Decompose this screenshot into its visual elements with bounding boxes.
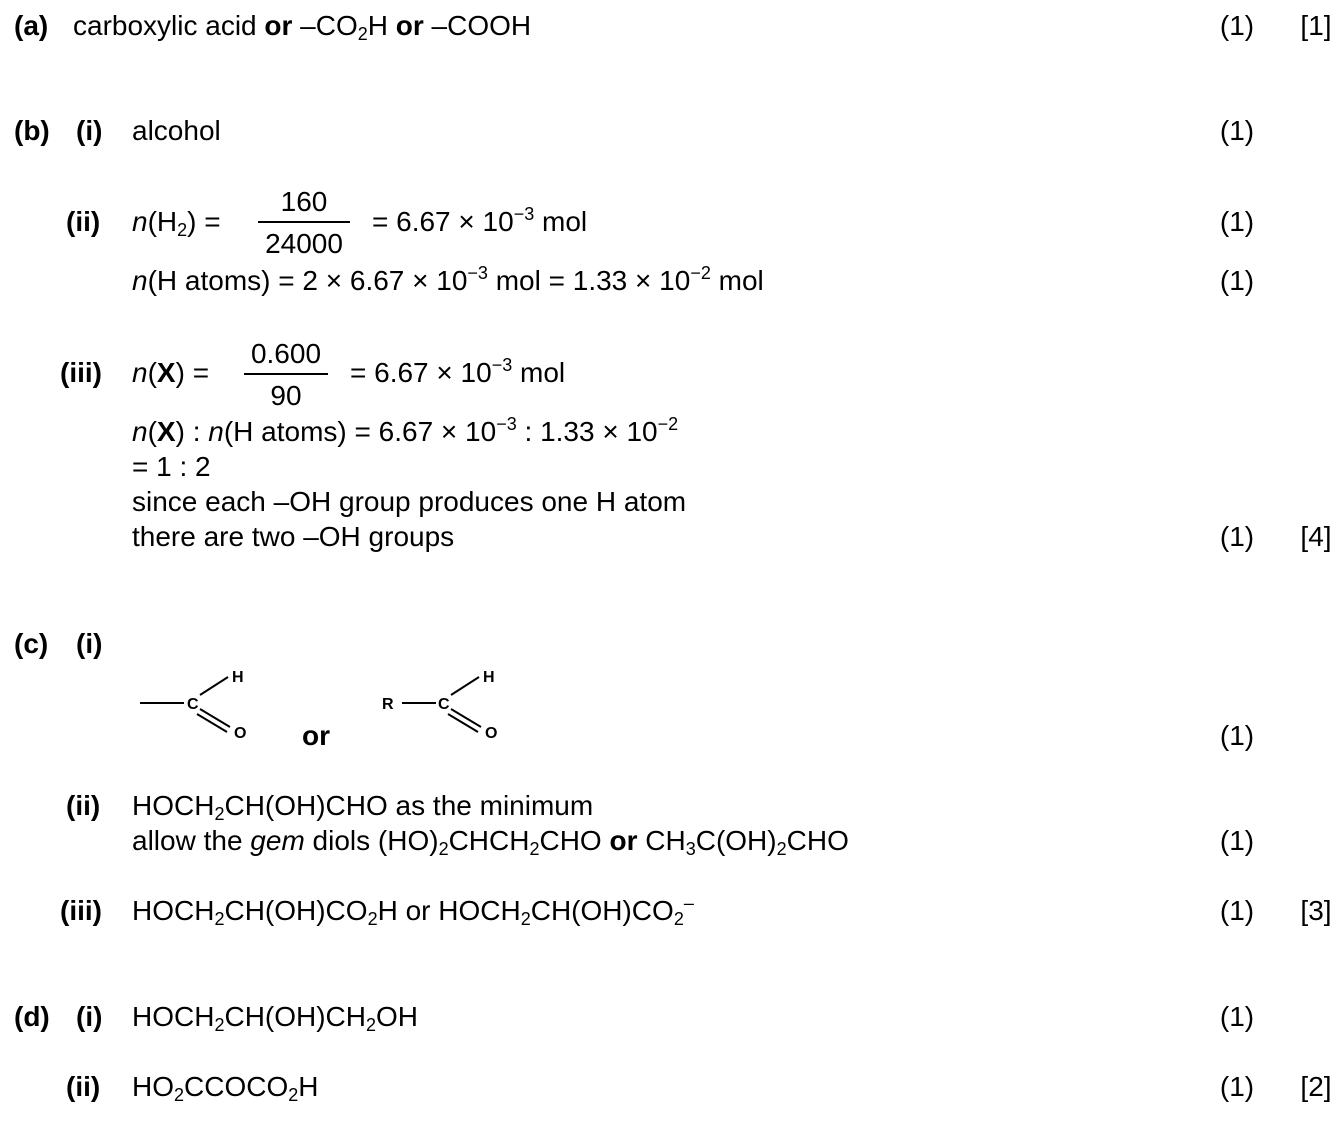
part-d-ii-label: (ii) [66,1071,101,1102]
part-d-i-label: (i) [76,1001,103,1032]
part-c-iii-answer: $HOCH_2CH(OH)CO_2H$ or $HOCH_2CH(OH)CO_2^-$ [132,893,694,929]
part-c-iii-mark: (1) [1219,895,1255,926]
svg-text:H: H [483,669,495,686]
svg-text:H: H [232,669,244,686]
part-b-i-label: (i) [76,115,103,146]
fraction-numerator: 160 [280,186,328,217]
aldehyde-structure-1 [136,662,266,752]
part-c-ii-answer: $HOCH_2CH(OH)CHO$ as the minimum [132,790,594,824]
part-b-iii-lhs: n(X) = [132,357,210,388]
part-c-ii-label: (ii) [66,790,101,821]
svg-text:C: C [187,696,199,713]
part-b-iii-label: (iii) [60,357,102,388]
part-d-label: (d) [14,1001,50,1032]
part-b-ii-mark-2: (1) [1219,265,1255,296]
part-a-label: (a) [14,10,49,41]
part-b-label: (b) [14,115,50,146]
part-c-i-mark: (1) [1219,720,1255,751]
part-d-i-mark: (1) [1219,1001,1255,1032]
part-b-i-mark: (1) [1219,115,1255,146]
part-b-iii-result: = $6.67 \times 10^{-3}$ mol [350,355,566,388]
part-b-iii-ratio-result: = 1 : 2 [132,451,211,482]
part-c-iii-label: (iii) [60,895,102,926]
fraction-denominator: 24000 [265,228,343,259]
part-b-ii-mark-1: (1) [1219,206,1255,237]
part-a-answer: carboxylic acid or $-CO_2H$ or –COOH [73,10,532,44]
part-a-mark: (1) [1219,10,1255,41]
part-b-total: [4] [1300,521,1332,552]
svg-text:R: R [382,696,394,713]
part-b-iii-conclusion: there are two –OH groups [132,521,455,552]
part-b-iii-mark: (1) [1219,521,1255,552]
part-b-ii-lhs: $n(H_2)$ = [132,206,221,240]
part-b-ii-label: (ii) [66,206,101,237]
part-d-ii-mark: (1) [1219,1071,1255,1102]
part-b-i-answer: alcohol [132,115,221,146]
fraction-denominator: 90 [270,380,302,411]
svg-text:O: O [234,725,247,742]
part-a-total: [1] [1300,10,1332,41]
part-c-total: [3] [1300,895,1332,926]
part-d-ii-answer: $HO_2CCOCO_2H$ [132,1071,319,1105]
part-d-i-answer: $HOCH_2CH(OH)CH_2OH$ [132,1001,419,1035]
part-b-ii-fraction [258,188,350,258]
svg-text:O: O [485,725,498,742]
part-b-ii-h-atoms: n(H atoms) = $2 \times 6.67 \times 10^{-3}$ mol = $1.33 \times 10^{-2}$ mol [132,263,764,296]
structure-or: or [302,720,330,751]
part-d-total: [2] [1300,1071,1332,1102]
svg-text:C: C [438,696,450,713]
part-b-ii-result: = $6.67 \times 10^{-3}$ mol [372,204,588,237]
aldehyde-structure-2 [378,662,518,752]
part-c-ii-mark: (1) [1219,825,1255,856]
part-b-iii-ratio: n(X) : n(H atoms) = $6.67 \times 10^{-3}$ : $1.33 \times 10^{-2}$ [132,414,679,447]
part-c-label: (c) [14,628,49,659]
part-c-i-label: (i) [76,628,103,659]
part-b-iii-fraction [244,340,328,410]
part-c-ii-allow: allow the gem diols $(HO)_2CHCH_2CHO$ or $CH_3C(OH)_2CHO$ [132,825,849,859]
fraction-numerator: 0.600 [250,338,322,369]
part-b-iii-reason: since each –OH group produces one H atom [132,486,687,517]
